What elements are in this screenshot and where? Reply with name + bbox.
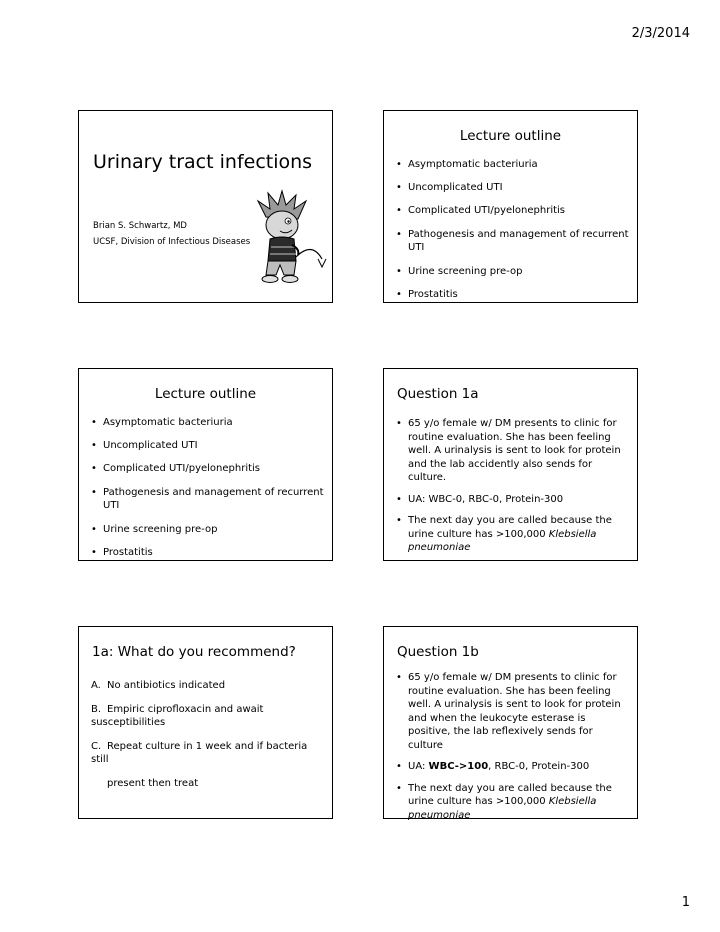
answer-option-c-continued: present then treat — [107, 777, 199, 789]
slide-question-1a — [383, 368, 638, 561]
slide-title — [78, 110, 333, 303]
answer-options — [91, 679, 324, 790]
question-bullet: • UA: WBC-0, RBC-0, Protein-300 — [393, 493, 629, 507]
question-list — [393, 671, 629, 822]
ua-suffix: , RBC-0, Protein-300 — [488, 761, 590, 772]
option-label: C. — [91, 740, 102, 752]
question-bullet: • 65 y/o female w/ DM presents to clinic for routine evaluation. She has been feeling well. A urinalysis is sent to look for protein and when the leukocyte esterase is positive, the lab reflexively sends for culture — [393, 671, 629, 752]
cartoon-boy-illustration — [252, 189, 334, 289]
question-bullet — [393, 760, 629, 774]
outline-item: • Prostatitis — [393, 288, 629, 302]
question-bullet — [393, 782, 629, 823]
outline-list — [88, 416, 324, 560]
outline-item: • Asymptomatic bacteriuria — [88, 416, 324, 430]
slide-6-title: Question 1b — [397, 644, 479, 660]
outline-item: • Urine screening pre-op — [88, 523, 324, 537]
outline-item: • Prostatitis — [88, 546, 324, 560]
outline-item: • Uncomplicated UTI — [393, 181, 629, 195]
slide-question-1b — [383, 626, 638, 819]
answer-option-b — [91, 703, 324, 730]
outline-item: • Pathogenesis and management of recurrent UTI — [393, 228, 629, 255]
option-label: B. — [91, 703, 102, 715]
outline-item: • Uncomplicated UTI — [88, 439, 324, 453]
slide-1-title: Urinary tract infections — [93, 151, 313, 173]
ua-prefix: UA: — [408, 761, 429, 772]
answer-option-a — [91, 679, 324, 693]
option-label: A. — [91, 680, 101, 691]
slide-5-title: 1a: What do you recommend? — [92, 644, 296, 660]
answer-option-c — [91, 740, 324, 767]
slide-2-title: Lecture outline — [459, 128, 562, 144]
outline-item: • Complicated UTI/pyelonephritis — [393, 204, 629, 218]
outline-item: • Asymptomatic bacteriuria — [393, 158, 629, 172]
organism-name: Klebsiella pneumoniae — [408, 528, 597, 553]
question-bullet: • 65 y/o female w/ DM presents to clinic for routine evaluation. She has been feeling well. A urinalysis is sent to look for protein and the lab accidently also sends for culture. — [393, 417, 629, 485]
outline-item: • Urine screening pre-op — [393, 265, 629, 279]
slide-recommendation — [78, 626, 333, 819]
question-bullet — [393, 514, 629, 555]
question-text: The next day you are called because the urine culture has >100,000 — [408, 515, 612, 540]
page-number: 1 — [681, 895, 690, 910]
author-name: Brian S. Schwartz, MD — [93, 221, 187, 231]
question-text: The next day you are called because the urine culture has >100,000 — [408, 782, 612, 807]
option-text: No antibiotics indicated — [107, 680, 226, 691]
outline-item: • Pathogenesis and management of recurrent UTI — [88, 486, 324, 513]
header-date: 2/3/2014 — [631, 26, 690, 41]
question-list — [393, 417, 629, 555]
slide-lecture-outline-2 — [78, 368, 333, 561]
slide-3-title: Lecture outline — [154, 386, 257, 402]
slide-lecture-outline-1 — [383, 110, 638, 303]
organism-name: Klebsiella pneumoniae — [408, 796, 597, 821]
slide-4-title: Question 1a — [397, 386, 479, 402]
author-affiliation: UCSF, Division of Infectious Diseases — [93, 237, 251, 247]
option-text: Repeat culture in 1 week and if bacteria still — [91, 740, 308, 765]
outline-list — [393, 158, 629, 302]
option-text: Empiric ciprofloxacin and await susceptibilities — [91, 703, 264, 728]
ua-wbc-value: WBC->100 — [428, 761, 489, 772]
outline-item: • Complicated UTI/pyelonephritis — [88, 462, 324, 476]
